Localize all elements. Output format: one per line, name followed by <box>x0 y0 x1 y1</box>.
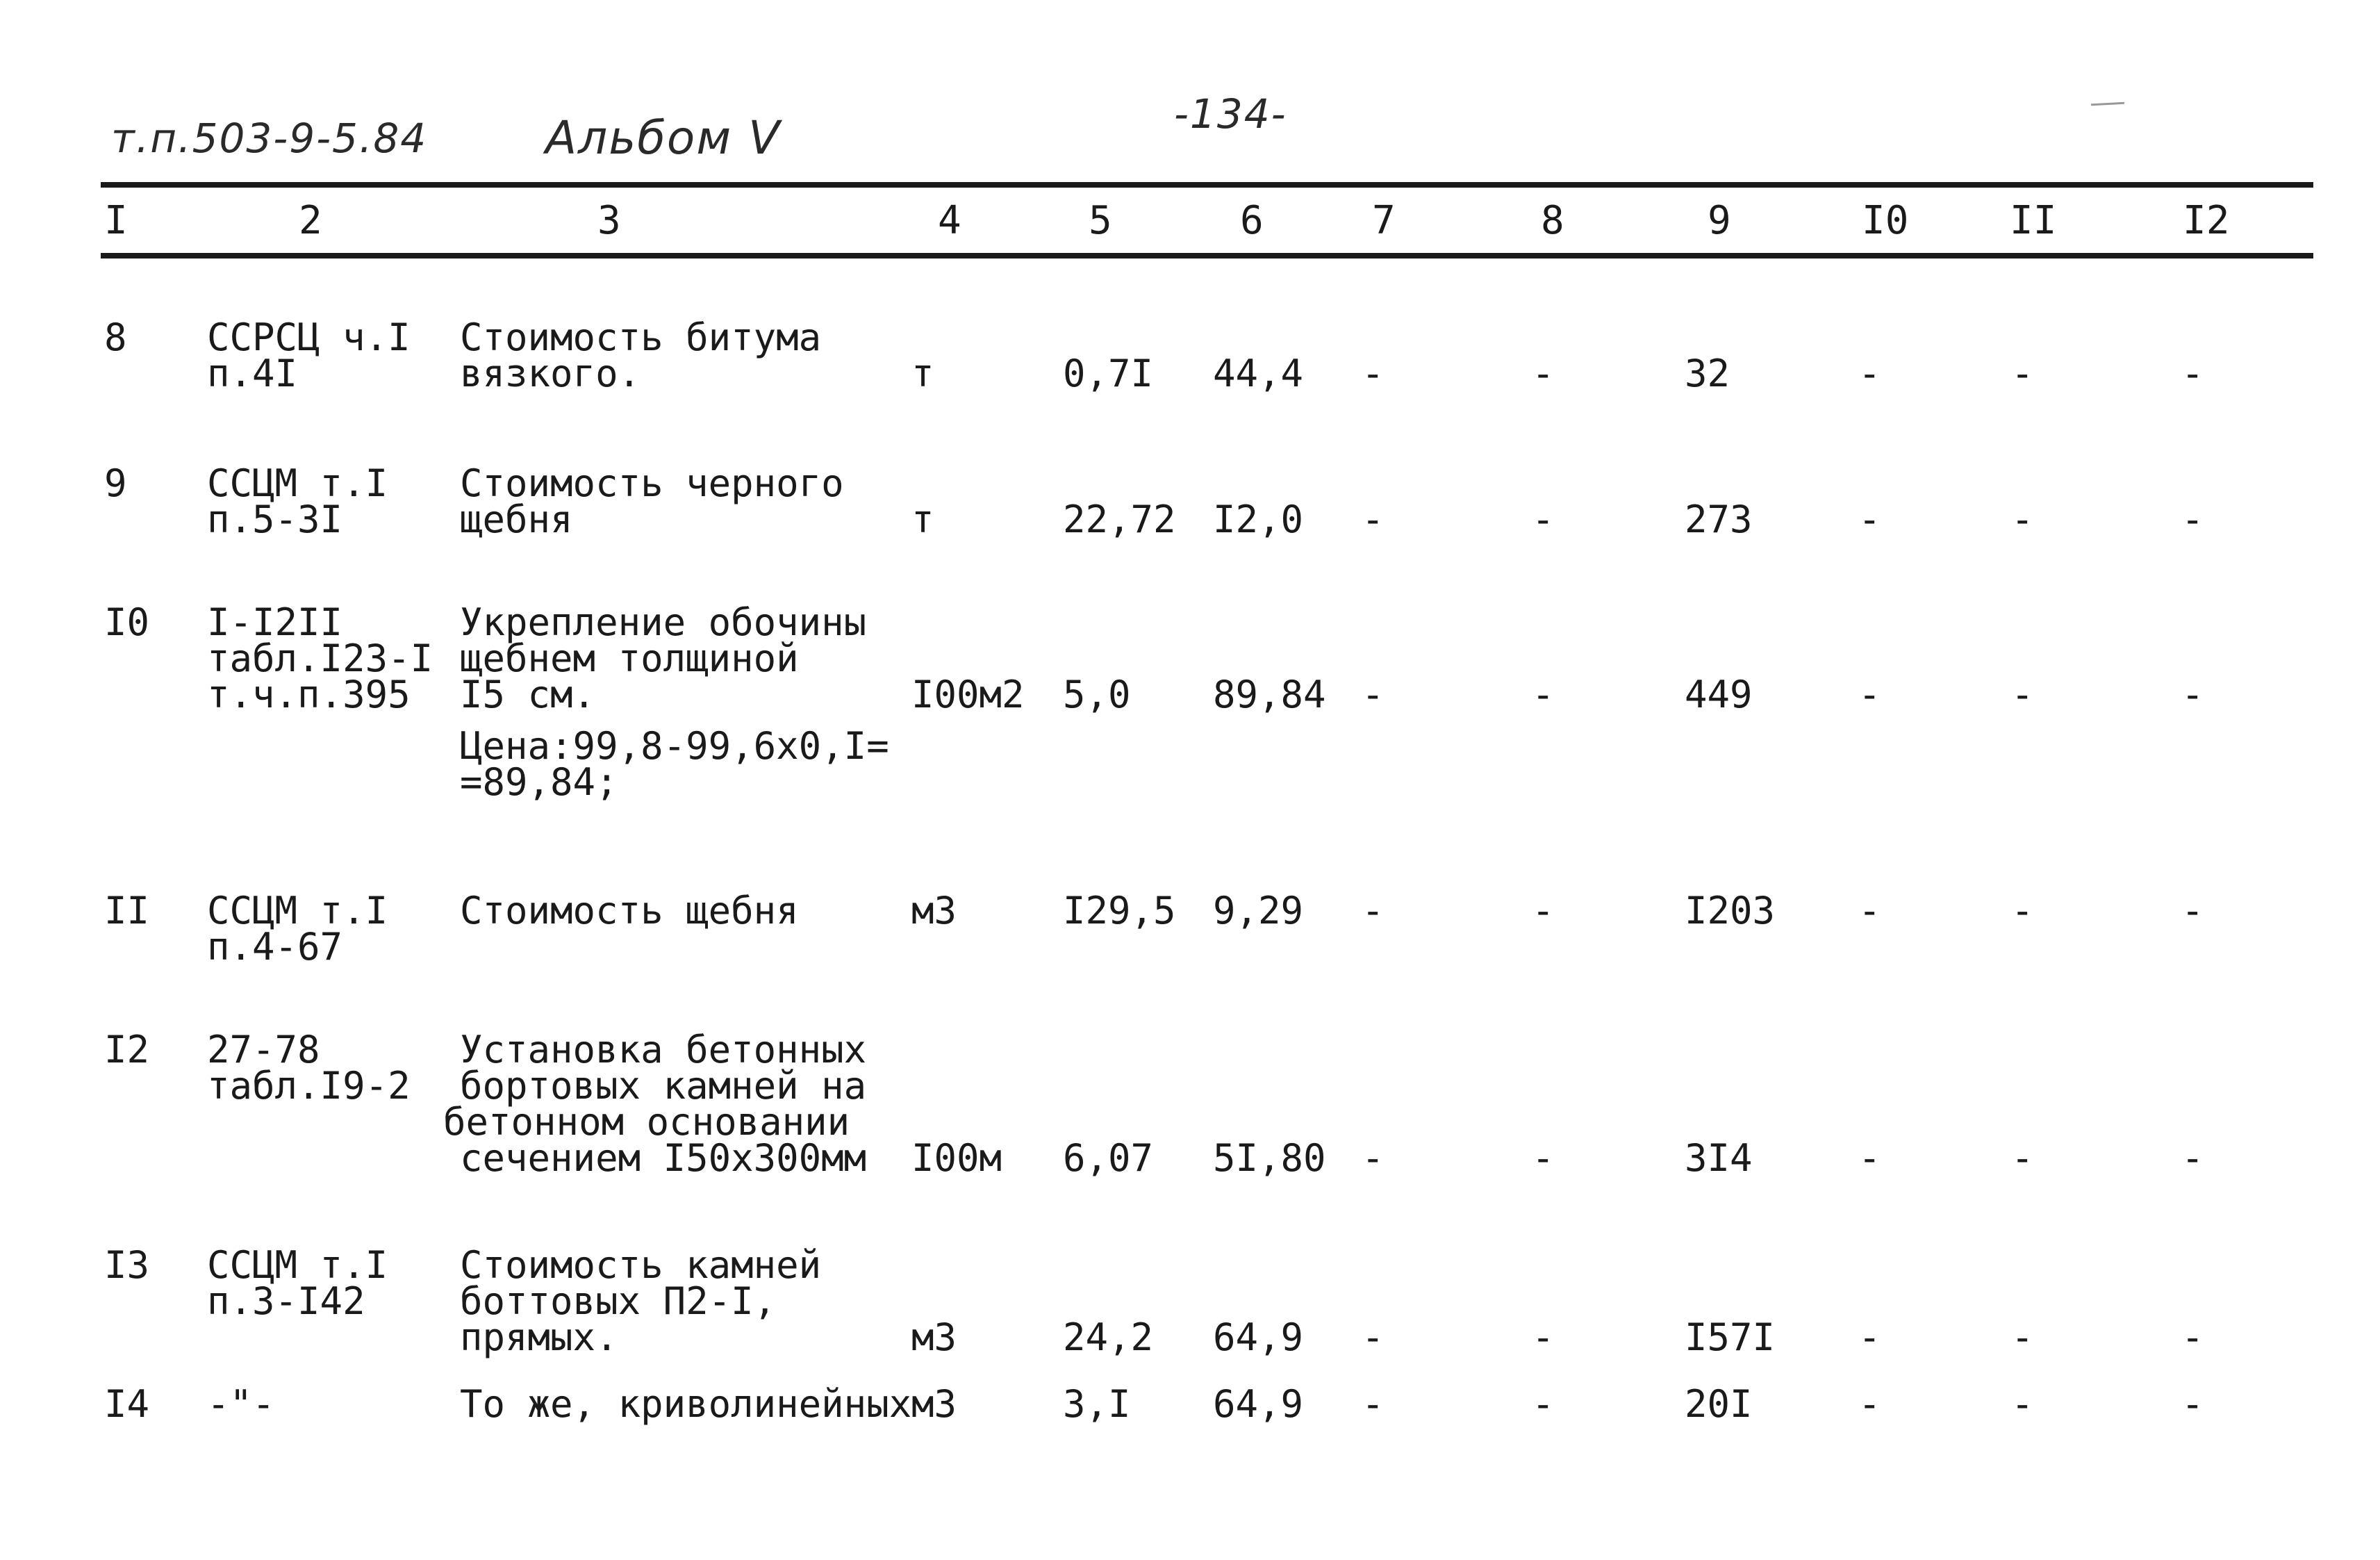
column-11-value: - <box>2011 889 2034 933</box>
total-cost: I203 <box>1685 889 1776 933</box>
work-description: Укрепление обочины <box>460 600 867 644</box>
unit-of-measure: м3 <box>911 889 957 933</box>
column-12-value: - <box>2181 498 2204 541</box>
column-12-value: - <box>2181 352 2204 395</box>
total-cost: 3I4 <box>1685 1136 1753 1180</box>
column-8-value: - <box>1532 498 1555 541</box>
column-header: I <box>104 198 128 243</box>
unit-of-measure: I00м2 <box>911 673 1025 716</box>
column-8-value: - <box>1532 673 1555 716</box>
column-10-value: - <box>1858 673 1881 716</box>
quantity: 0,7I <box>1063 352 1154 395</box>
unit-of-measure: т <box>911 498 934 541</box>
unit-price: 5I,80 <box>1213 1136 1326 1180</box>
column-header: 2 <box>299 198 322 243</box>
column-8-value: - <box>1532 1382 1555 1426</box>
quantity: 24,2 <box>1063 1315 1154 1359</box>
quantity: 22,72 <box>1063 498 1176 541</box>
column-header: I0 <box>1862 198 1909 243</box>
column-7-value: - <box>1362 1382 1385 1426</box>
page-number: -134- <box>1174 90 1287 138</box>
column-7-value: - <box>1362 889 1385 933</box>
norm-reference: т.ч.п.395 <box>207 673 411 716</box>
total-cost: 20I <box>1685 1382 1753 1426</box>
unit-of-measure: I00м <box>911 1136 1002 1180</box>
column-10-value: - <box>1858 1136 1881 1180</box>
column-10-value: - <box>1858 498 1881 541</box>
norm-reference: п.4I <box>207 352 298 395</box>
unit-price: 9,29 <box>1213 889 1304 933</box>
work-description: Стоимость камней <box>460 1243 822 1287</box>
work-description: вязкого. <box>460 352 641 395</box>
norm-reference: I-I2II <box>207 600 343 644</box>
work-description: щебня <box>460 498 573 541</box>
column-10-value: - <box>1858 352 1881 395</box>
column-7-value: - <box>1362 1136 1385 1180</box>
column-10-value: - <box>1858 889 1881 933</box>
column-12-value: - <box>2181 673 2204 716</box>
row-number: 8 <box>104 315 127 359</box>
unit-price: 89,84 <box>1213 673 1326 716</box>
unit-of-measure: м3 <box>911 1315 957 1359</box>
norm-reference: -"- <box>207 1382 275 1426</box>
row-number: II <box>104 889 150 933</box>
row-number: I2 <box>104 1028 150 1072</box>
total-cost: 32 <box>1685 352 1730 395</box>
quantity: 5,0 <box>1063 673 1131 716</box>
total-cost: 273 <box>1685 498 1753 541</box>
work-description: Стоимость щебня <box>460 889 799 933</box>
column-header: 7 <box>1372 198 1396 243</box>
column-header: 6 <box>1240 198 1264 243</box>
column-header: I2 <box>2183 198 2230 243</box>
column-header: 3 <box>597 198 621 243</box>
column-header: 5 <box>1089 198 1112 243</box>
column-7-value: - <box>1362 498 1385 541</box>
price-calculation-note: =89,84; <box>460 760 618 804</box>
row-number: I0 <box>104 600 150 644</box>
norm-reference: табл.I23-I <box>207 637 433 680</box>
norm-reference: ССРСЦ ч.I <box>207 315 411 359</box>
unit-price: 64,9 <box>1213 1315 1304 1359</box>
unit-price: 64,9 <box>1213 1382 1304 1426</box>
column-8-value: - <box>1532 352 1555 395</box>
work-description: I5 см. <box>460 673 596 716</box>
norm-reference: ССЦМ т.I <box>207 889 388 933</box>
work-description: сечением I50х300мм <box>460 1136 867 1180</box>
total-cost: 449 <box>1685 673 1753 716</box>
table-header-rule <box>101 253 2313 258</box>
unit-of-measure: м3 <box>911 1382 957 1426</box>
norm-reference: ССЦМ т.I <box>207 461 388 505</box>
quantity: 6,07 <box>1063 1136 1154 1180</box>
norm-reference: ССЦМ т.I <box>207 1243 388 1287</box>
column-8-value: - <box>1532 889 1555 933</box>
norm-reference: табл.I9-2 <box>207 1064 411 1108</box>
column-8-value: - <box>1532 1315 1555 1359</box>
column-12-value: - <box>2181 889 2204 933</box>
row-number: I3 <box>104 1243 150 1287</box>
work-description: Стоимость битума <box>460 315 822 359</box>
unit-price: I2,0 <box>1213 498 1304 541</box>
column-10-value: - <box>1858 1315 1881 1359</box>
unit-price: 44,4 <box>1213 352 1304 395</box>
work-description: боттовых П2-I, <box>460 1279 777 1323</box>
norm-reference: п.4-67 <box>207 925 343 969</box>
work-description: бортовых камней на <box>460 1064 867 1108</box>
album-label: Альбом V <box>545 111 782 165</box>
column-11-value: - <box>2011 498 2034 541</box>
column-7-value: - <box>1362 673 1385 716</box>
work-description: Стоимость черного <box>460 461 844 505</box>
column-12-value: - <box>2181 1382 2204 1426</box>
work-description: Установка бетонных <box>460 1028 867 1072</box>
row-number: 9 <box>104 461 127 505</box>
pen-mark <box>2091 102 2124 106</box>
column-11-value: - <box>2011 673 2034 716</box>
norm-reference: 27-78 <box>207 1028 320 1072</box>
column-header: 4 <box>938 198 961 243</box>
column-11-value: - <box>2011 1315 2034 1359</box>
column-8-value: - <box>1532 1136 1555 1180</box>
column-header: 9 <box>1708 198 1731 243</box>
quantity: 3,I <box>1063 1382 1131 1426</box>
quantity: I29,5 <box>1063 889 1176 933</box>
price-calculation-note: Цена:99,8-99,6х0,I= <box>460 724 889 768</box>
column-11-value: - <box>2011 352 2034 395</box>
total-cost: I57I <box>1685 1315 1776 1359</box>
table-top-rule <box>101 182 2313 188</box>
work-description: То же, криволинейных <box>460 1382 912 1426</box>
column-header: 8 <box>1541 198 1564 243</box>
column-7-value: - <box>1362 352 1385 395</box>
column-10-value: - <box>1858 1382 1881 1426</box>
column-11-value: - <box>2011 1136 2034 1180</box>
column-12-value: - <box>2181 1315 2204 1359</box>
column-header: II <box>2010 198 2057 243</box>
column-7-value: - <box>1362 1315 1385 1359</box>
unit-of-measure: т <box>911 352 934 395</box>
work-description: щебнем толщиной <box>460 637 799 680</box>
norm-reference: п.5-3I <box>207 498 343 541</box>
norm-reference: п.3-I42 <box>207 1279 365 1323</box>
work-description: бетонном основании <box>443 1100 850 1144</box>
work-description: прямых. <box>460 1315 618 1359</box>
row-number: I4 <box>104 1382 150 1426</box>
document-code: т.п.503-9-5.84 <box>111 115 428 162</box>
column-11-value: - <box>2011 1382 2034 1426</box>
column-12-value: - <box>2181 1136 2204 1180</box>
